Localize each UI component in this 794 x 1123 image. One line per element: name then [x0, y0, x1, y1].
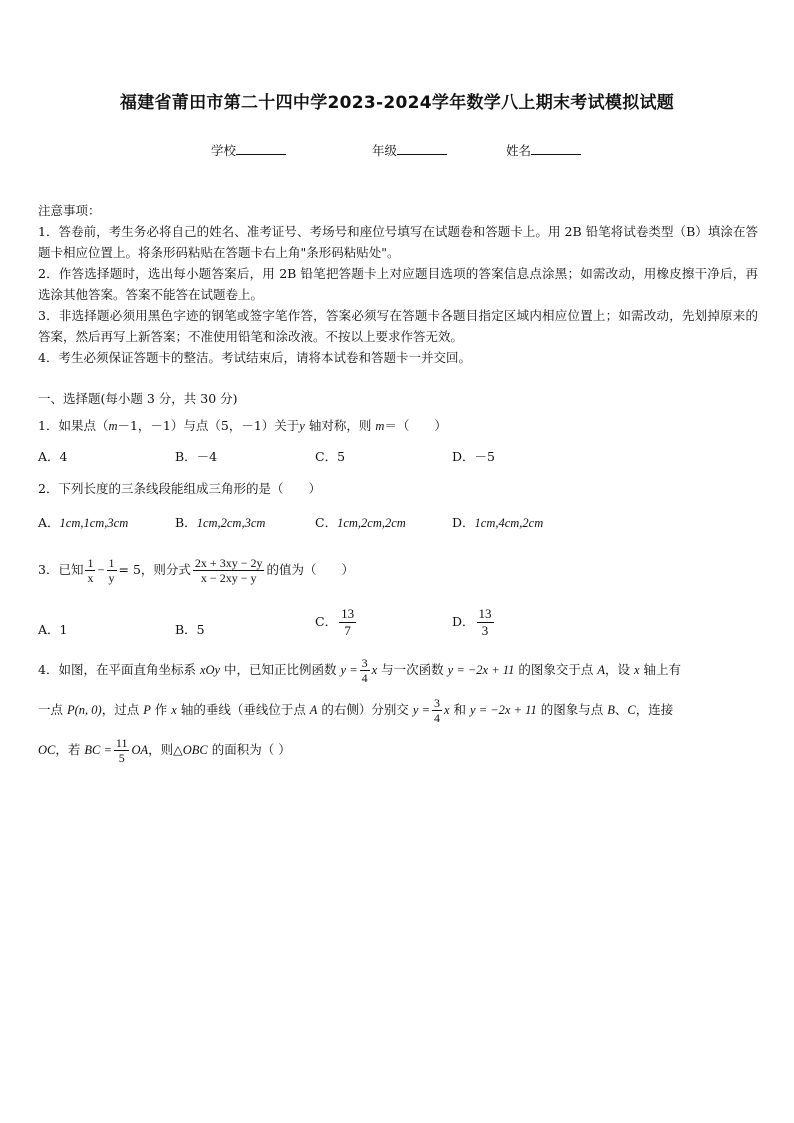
- q2-option-value: 1cm,2cm,2cm: [337, 516, 406, 530]
- q3-option-b: B．5: [175, 622, 205, 637]
- q4-text: 的图象交于点: [514, 662, 598, 677]
- q4-text: 轴的垂线（垂线位于点: [176, 702, 310, 717]
- q4-text: 与一次函数: [377, 662, 448, 677]
- q4-text: ，连接: [635, 702, 674, 717]
- q2-option-label: B．: [175, 515, 197, 530]
- q3-fraction-2: [107, 556, 117, 585]
- notice-block: [38, 200, 758, 368]
- notice-heading: 注意事项：: [38, 203, 101, 218]
- q3-option-label: D．: [452, 614, 475, 629]
- question-4-line-2: [38, 696, 673, 725]
- q2-option-d: [452, 513, 543, 531]
- q4-text: ，设: [604, 662, 634, 677]
- q3-option-d: [452, 606, 496, 639]
- q4-frac-num: 3: [361, 656, 368, 670]
- notice-item-2: 2．作答选择题时，选出每小题答案后，用 2B 铅笔把答题卡上对应题目选项的答案信息点涂黑；如需改动，用橡皮擦干净后，再选涂其他答案。答案不能答在试题卷上。: [38, 266, 758, 302]
- q3-f2-num: 1: [108, 556, 115, 570]
- q3-f1-num: 1: [87, 556, 94, 570]
- notice-item-1: 1．答卷前，考生务必将自己的姓名、准考证号、考场号和座位号填写在试题卷和答题卡上。用 2B 铅笔将试卷类型（B）填涂在答题卡相应位置上。将条形码粘贴在答题卡右上角"条形码粘贴处"。: [38, 224, 758, 260]
- school-blank: [236, 142, 286, 155]
- q1-text: ＝（ ）: [384, 418, 447, 433]
- q4-text: 的面积为（ ）: [207, 742, 291, 757]
- school-label: 学校: [211, 143, 237, 158]
- school-field: [211, 141, 286, 159]
- q4-fraction: [432, 696, 442, 725]
- q4-frac-den: 4: [361, 671, 368, 685]
- q2-option-a: [38, 513, 128, 531]
- q1-option-d: D．－5: [452, 449, 495, 464]
- q4-text: 一点: [38, 702, 67, 717]
- q4-frac-num: 3: [434, 696, 440, 710]
- exam-title: 福建省莆田市第二十四中学2023-2024学年数学八上期末考试模拟试题: [119, 93, 675, 113]
- q1-var-m: m: [108, 419, 118, 433]
- q4-var: x: [633, 663, 640, 677]
- q1-text: －1，－1）与点（5，－1）关于: [117, 418, 300, 433]
- q4-fraction: [360, 656, 370, 685]
- q4-var: A: [309, 703, 318, 717]
- q4-var: OA: [131, 743, 149, 757]
- q1-option-a: A．4: [38, 449, 68, 464]
- q2-option-label: C．: [315, 515, 338, 530]
- q2-option-value: 1cm,2cm,3cm: [196, 516, 266, 530]
- q3-fraction-3: [193, 556, 265, 585]
- question-4-line-3: [38, 736, 291, 765]
- q4-var: x: [171, 703, 177, 717]
- q4-text: ，则△: [148, 742, 183, 757]
- q3-text: 3．已知: [38, 562, 84, 577]
- question-1: [38, 416, 447, 434]
- q3-d-num: 13: [478, 606, 492, 621]
- grade-label: 年级: [372, 143, 398, 158]
- q4-var: OBC: [182, 743, 208, 757]
- q1-option-c: C．5: [315, 449, 346, 464]
- q3-option-d-fraction: [477, 606, 494, 639]
- q4-var: x: [444, 703, 450, 717]
- q4-var: y =: [340, 663, 358, 677]
- q4-frac-num: 11: [115, 736, 128, 750]
- q4-var: y =: [412, 703, 430, 717]
- name-field: [506, 141, 581, 159]
- q1-text: 1．如果点（: [38, 418, 109, 433]
- q3-d-den: 3: [481, 623, 489, 638]
- q4-frac-den: 4: [434, 711, 440, 725]
- q3-option-label: C．: [315, 614, 338, 629]
- q2-option-b: [175, 513, 265, 531]
- name-label: 姓名: [506, 143, 532, 158]
- q4-text: ，过点: [101, 702, 144, 717]
- q4-var: OC: [38, 743, 56, 757]
- q3-c-num: 13: [341, 606, 355, 621]
- q3-fraction-1: [85, 556, 95, 585]
- q4-text: 4．如图，在平面直角坐标系: [38, 662, 200, 677]
- q1-text: 轴对称，则: [304, 418, 376, 433]
- q4-text: 轴上有: [639, 662, 681, 677]
- name-blank: [531, 142, 581, 155]
- q4-var: P: [143, 703, 151, 717]
- q4-var: xOy: [199, 663, 221, 677]
- q4-text: 的图象与点: [536, 702, 608, 717]
- q4-var: B: [607, 703, 615, 717]
- q3-minus: −: [97, 563, 105, 577]
- q3-text: = 5，则分式: [118, 562, 191, 577]
- q1-var-y: y: [299, 419, 305, 433]
- q3-option-c-fraction: [339, 606, 356, 639]
- question-3: [38, 556, 354, 585]
- q4-var: C: [627, 703, 636, 717]
- q3-f1-den: x: [87, 571, 94, 585]
- grade-blank: [397, 142, 447, 155]
- q4-var: BC =: [84, 743, 112, 757]
- q4-text: 、: [614, 702, 628, 717]
- q2-option-c: [315, 513, 406, 531]
- q4-text: ，若: [55, 742, 85, 757]
- q3-c-den: 7: [344, 623, 351, 638]
- section-heading: 一、选择题(每小题 3 分，共 30 分): [38, 391, 238, 406]
- q2-option-label: A．: [38, 515, 60, 530]
- q1-var-m: m: [375, 419, 385, 433]
- q3-f3-num: 2x + 3xy − 2y: [194, 556, 263, 570]
- q4-var: y = −2x + 11: [470, 703, 537, 717]
- q2-option-label: D．: [452, 515, 475, 530]
- q1-option-b: B．－4: [175, 449, 218, 464]
- q4-var: P(n, 0): [66, 703, 102, 717]
- q3-text: 的值为（ ）: [266, 562, 354, 577]
- q4-text: 和: [449, 702, 471, 717]
- question-4-line-1: [38, 656, 681, 685]
- q3-f3-den: x − 2xy − y: [200, 571, 257, 585]
- q4-var: x: [371, 663, 378, 677]
- question-2: 2．下列长度的三条线段能组成三角形的是（ ）: [38, 481, 321, 496]
- q3-f2-den: y: [108, 571, 115, 585]
- notice-item-4: 4．考生必须保证答题卡的整洁。考试结束后，请将本试卷和答题卡一并交回。: [38, 350, 471, 365]
- q4-var: A: [597, 663, 605, 677]
- q4-var: y = −2x + 11: [447, 663, 515, 677]
- q4-frac-den: 5: [118, 751, 125, 765]
- q4-fraction: [114, 736, 130, 765]
- q2-option-value: 1cm,1cm,3cm: [59, 516, 129, 530]
- grade-field: [372, 141, 447, 159]
- q3-option-a: A．1: [38, 622, 68, 637]
- q4-text: 的右侧）分别交: [317, 702, 413, 717]
- q4-text: 中，已知正比例函数: [220, 662, 341, 677]
- q3-option-c: [315, 606, 358, 639]
- q2-option-value: 1cm,4cm,2cm: [474, 516, 544, 530]
- q4-text: 作: [150, 702, 172, 717]
- notice-item-3: 3．非选择题必须用黑色字迹的钢笔或签字笔作答，答案必须写在答题卡各题目指定区域内相应位置上；如需改动，先划掉原来的答案，然后再写上新答案；不准使用铅笔和涂改液。不按以上要求作答无效。: [38, 308, 758, 344]
